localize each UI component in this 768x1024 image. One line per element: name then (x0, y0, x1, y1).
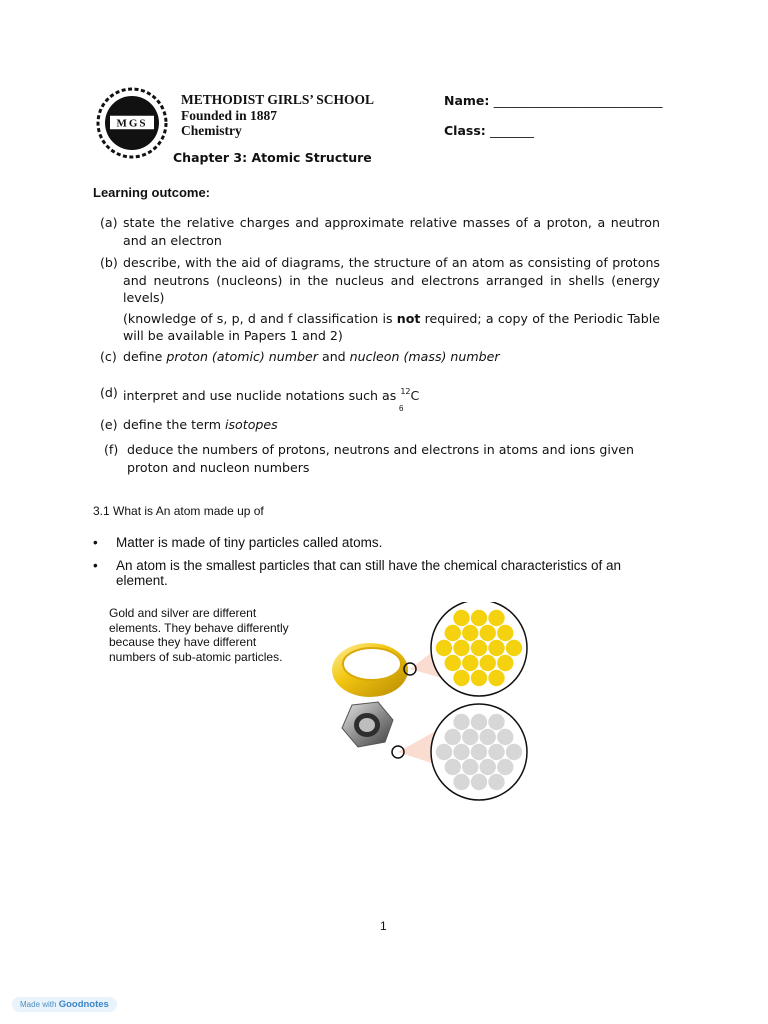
bullet-dot: • (93, 535, 98, 550)
class-blank[interactable]: _______ (490, 123, 534, 138)
outcome-text: define proton (atomic) number and nucleon (mass) number (123, 349, 500, 364)
atom-particle (497, 759, 513, 775)
atom-particle (506, 640, 522, 656)
silver-nut-image (342, 702, 393, 747)
atom-particle (497, 625, 513, 641)
atom-particle (471, 774, 487, 790)
outcome-item-e (100, 416, 660, 434)
name-field[interactable] (444, 93, 663, 108)
atomic-number: 6 (399, 404, 404, 413)
element-symbol: C (410, 388, 420, 404)
atom-particle (453, 744, 469, 760)
atom-particle (445, 625, 461, 641)
svg-text:MGS: MGS (116, 117, 148, 130)
figure-caption: Gold and silver are different elements. They behave differently because they have different numbers of sub-atomic particles. (109, 606, 289, 664)
atom-particle (436, 744, 452, 760)
atom-particle (471, 714, 487, 730)
outcome-label: (a) (100, 215, 118, 230)
founded-year: Founded in 1887 (181, 107, 278, 123)
atom-particle (453, 640, 469, 656)
atom-particle (462, 759, 478, 775)
atom-particle (462, 729, 478, 745)
atom-particle (471, 640, 487, 656)
bullet-dot: • (93, 558, 98, 573)
chapter-title: Chapter 3: Atomic Structure (173, 150, 372, 165)
atom-particle (480, 625, 496, 641)
learning-outcome-heading: Learning outcome: (93, 185, 211, 200)
outcome-text: interpret and use nuclide notations such as $^{12}$C (123, 384, 660, 405)
outcome-item-b (100, 254, 660, 345)
atom-particle (497, 729, 513, 745)
school-crest-logo (95, 86, 169, 160)
outcome-label: (b) (100, 255, 118, 270)
class-field[interactable] (444, 123, 534, 138)
outcome-label: (d) (100, 385, 118, 400)
mass-number: 12 (400, 387, 411, 396)
class-label: Class: (444, 123, 486, 138)
atom-particle (480, 655, 496, 671)
name-blank[interactable]: ___________________________ (493, 93, 663, 108)
atom-particle (488, 640, 504, 656)
goodnotes-badge[interactable] (12, 997, 117, 1012)
outcome-label: (c) (100, 349, 117, 364)
outcome-item-f (104, 441, 644, 476)
atom-particle (488, 774, 504, 790)
atom-particle (462, 655, 478, 671)
atom-particle (462, 625, 478, 641)
outcome-item-a (100, 214, 660, 249)
gold-silver-atoms-figure (330, 602, 535, 802)
atom-particle (453, 714, 469, 730)
subject-name: Chemistry (181, 123, 242, 138)
atom-particle (480, 759, 496, 775)
atom-particle (453, 610, 469, 626)
section-title: 3.1 What is An atom made up of (93, 504, 264, 518)
atom-particle (506, 744, 522, 760)
nuclide-notation (400, 384, 419, 405)
outcome-text: describe, with the aid of diagrams, the structure of an atom as consisting of protons and neutrons (nucleons) in the nucleus and electrons arranged in shells (energy levels) (123, 255, 660, 305)
atom-particle (445, 729, 461, 745)
badge-brand: Goodnotes (58, 999, 109, 1010)
outcome-text: define the term isotopes (123, 417, 278, 432)
school-header (181, 92, 374, 139)
atom-particle (453, 670, 469, 686)
atom-particle (488, 610, 504, 626)
atom-particle (471, 610, 487, 626)
atom-particle (471, 670, 487, 686)
atom-particle (471, 744, 487, 760)
atom-particle (488, 670, 504, 686)
outcome-text: deduce the numbers of protons, neutrons and electrons in atoms and ions given proton and nucleon numbers (127, 442, 635, 475)
emphasis-not: not (396, 310, 421, 326)
outcome-label: (f) (104, 442, 119, 457)
badge-prefix: Made with (20, 1000, 57, 1009)
atom-particle (436, 640, 452, 656)
outcome-note: (knowledge of s, p, d and f classification is not required; a copy of the Periodic Table will be available in Papers 1 and 2) (123, 310, 661, 343)
atom-particle (480, 729, 496, 745)
atom-particle (445, 759, 461, 775)
outcome-item-d (100, 384, 660, 405)
bullet-text: An atom is the smallest particles that can still have the chemical characteristics of an element. (116, 558, 621, 588)
name-label: Name: (444, 93, 490, 108)
outcome-item-c (100, 348, 660, 366)
atom-particle (488, 744, 504, 760)
school-name: METHODIST GIRLS’ SCHOOL (181, 92, 375, 107)
outcome-label: (e) (100, 417, 118, 432)
atom-particle (453, 774, 469, 790)
page-number: 1 (380, 919, 387, 933)
atom-particle (497, 655, 513, 671)
gold-ring-image (332, 643, 408, 697)
atom-particle (488, 714, 504, 730)
atom-particle (445, 655, 461, 671)
outcome-text: state the relative charges and approximate relative masses of a proton, a neutron and an electron (123, 215, 660, 248)
bullet-text: Matter is made of tiny particles called atoms. (116, 535, 383, 550)
